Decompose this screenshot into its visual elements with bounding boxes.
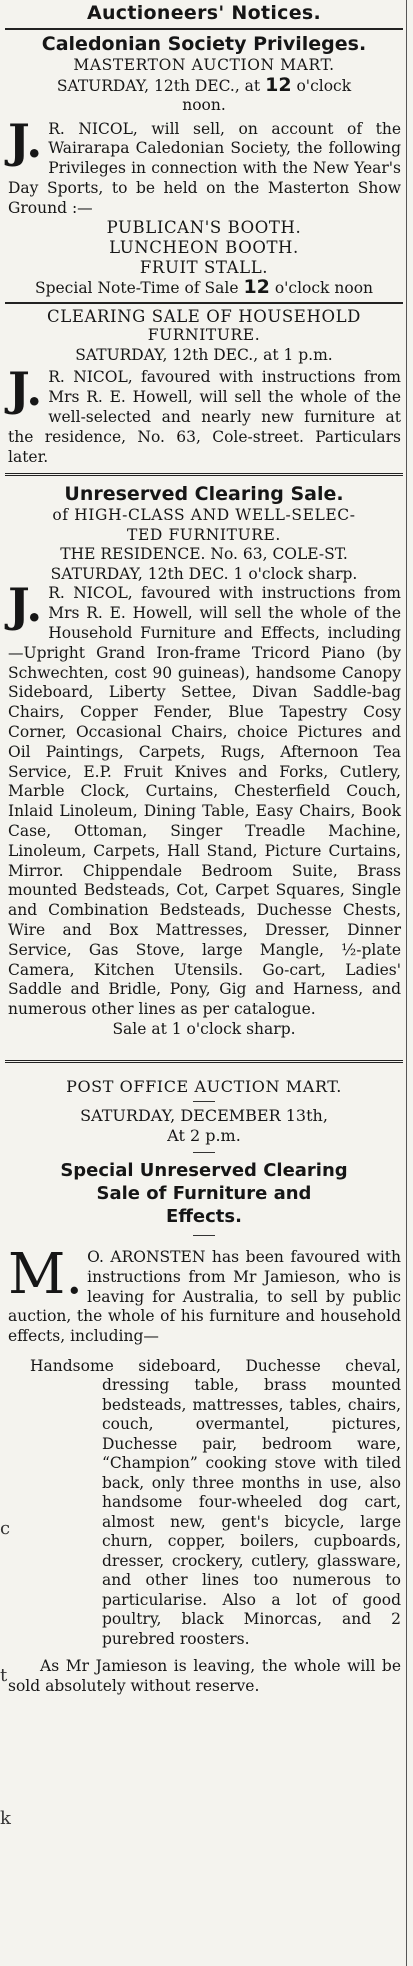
ad-closing: As Mr Jamieson is leaving, the whole will be sold absolutely without reserve. bbox=[8, 1657, 401, 1695]
ad-body: M.O. ARONSTEN has been favoured with instructions from Mr Jamieson, who is leaving for Australia, to sell by public auction, the whole of his furniture and household effects, including— bbox=[8, 1242, 401, 1346]
ad-subtitle: of HIGH-CLASS AND WELL-SELEC- bbox=[52, 506, 356, 525]
margin-fragment: c bbox=[0, 1518, 11, 1539]
column-rule bbox=[406, 0, 407, 1966]
ad-title: Unreserved Clearing Sale. bbox=[64, 483, 344, 506]
ad-venue: MASTERTON AUCTION MART. bbox=[73, 56, 335, 74]
ad-unreserved-clearing-sale bbox=[2, 476, 406, 1039]
ad-note: Special Note-Time of Sale 12 o'clock noon bbox=[34, 276, 374, 299]
privilege-item: FRUIT STALL. bbox=[139, 258, 269, 278]
ad-venue: POST OFFICE AUCTION MART. bbox=[66, 1076, 342, 1096]
ad-subtitle: TED FURNITURE. bbox=[127, 525, 281, 544]
ad-body: J.R. NICOL, will sell, on account of the Wairarapa Caledonian Society, the following Privileges in connection with the New Year's Day Sports, to be held on the Masterton Show Ground :— bbox=[8, 113, 401, 217]
ad-date: SATURDAY, 12th DEC. 1 o'clock sharp. bbox=[50, 564, 358, 583]
ad-post-office-auction bbox=[2, 1063, 406, 1697]
ad-title: Special Unreserved Clearing bbox=[60, 1160, 348, 1181]
ad-body: J.R. NICOL, favoured with instructions from Mrs R. E. Howell, will sell the whole of the well-selected and nearly new furniture at the residence, No. 63, Cole-street. Particulars later. bbox=[8, 362, 401, 466]
ad-closing: Sale at 1 o'clock sharp. bbox=[112, 1020, 296, 1038]
ad-title: Sale of Furniture and bbox=[96, 1183, 312, 1204]
ad-time: At 2 p.m. bbox=[167, 1125, 241, 1145]
ad-date-noon: noon. bbox=[182, 96, 226, 114]
ad-date: SATURDAY, 12th DEC., at 12 o'clock bbox=[56, 73, 352, 96]
margin-fragment: t bbox=[0, 1665, 8, 1686]
ad-title: Caledonian Society Privileges. bbox=[41, 33, 367, 55]
short-rule bbox=[2, 1228, 406, 1242]
ad-title: Effects. bbox=[166, 1206, 242, 1227]
ad-clearing-sale-household bbox=[2, 304, 406, 467]
ad-residence: THE RESIDENCE. No. 63, COLE-ST. bbox=[60, 545, 348, 564]
short-rule bbox=[2, 1096, 406, 1106]
ad-title: CLEARING SALE OF HOUSEHOLD bbox=[47, 306, 361, 326]
ad-item-list: Handsome sideboard, Duchesse cheval, dressing table, brass mounted bedsteads, mattresses, tables, chairs, couch, overmantel, pictures, Duchesse pair, bedroom ware, “Champion” cooking stove with tiled back, only three months in use, also handsome four-wheeled dog cart, almost new, gent's bicycle, large churn, copper, boilers, cupboards, dresser, crockery, cutlery, glassware, and other lines too numerous to particularise. Also a lot of good poultry, black Minorcas, and 2 purebred roosters. bbox=[30, 1356, 401, 1648]
privilege-item: LUNCHEON BOOTH. bbox=[109, 238, 299, 258]
margin-fragment: k bbox=[0, 1808, 11, 1829]
section-header: Auctioneers' Notices. bbox=[86, 2, 322, 24]
auction-column bbox=[2, 0, 406, 1696]
short-rule bbox=[2, 1145, 406, 1159]
ad-date: SATURDAY, DECEMBER 13th, bbox=[80, 1106, 328, 1125]
ad-caledonian-society bbox=[2, 30, 406, 299]
ad-title: FURNITURE. bbox=[147, 326, 261, 345]
privilege-item: PUBLICAN'S BOOTH. bbox=[106, 218, 302, 238]
ad-date: SATURDAY, 12th DEC., at 1 p.m. bbox=[75, 345, 333, 364]
ad-body: J.R. NICOL, favoured with instructions from Mrs R. E. Howell, will sell the whole of the Household Furniture and Effects, including—Upright Grand Iron-frame Tricord Piano (by Schwechten, cost 90 guineas), handsome Canopy Sideboard, Liberty Settee, Divan Saddle-bag Chairs, Copper Fender, Blue Tapestry Cosy Corner, Occasional Chairs, choice Pictures and Oil Paintings, Carpets, Rugs, Afternoon Tea Service, E.P. Fruit Knives and Forks, Cutlery, Marble Clock, Curtains, Chesterfield Couch, Inlaid Linoleum, Dining Table, Easy Chairs, Book Case, Ottoman, Singer Treadle Machine, Linoleum, Carpets, Hall Stand, Picture Curtains, Mirror. Chippendale Bedroom Suite, Brass mounted Bedsteads, Cot, Carpet Squares, Single and Combination Bedsteads, Duchesse Chests, Wire and Box Mattresses, Dresser, Dinner Service, Gas Stove, large Mangle, ½-plate Camera, Kitchen Utensils. Go-cart, Ladies' Saddle and Bridle, Pony, Gig and Harness, and numerous other lines as per catalogue. bbox=[8, 578, 401, 1019]
